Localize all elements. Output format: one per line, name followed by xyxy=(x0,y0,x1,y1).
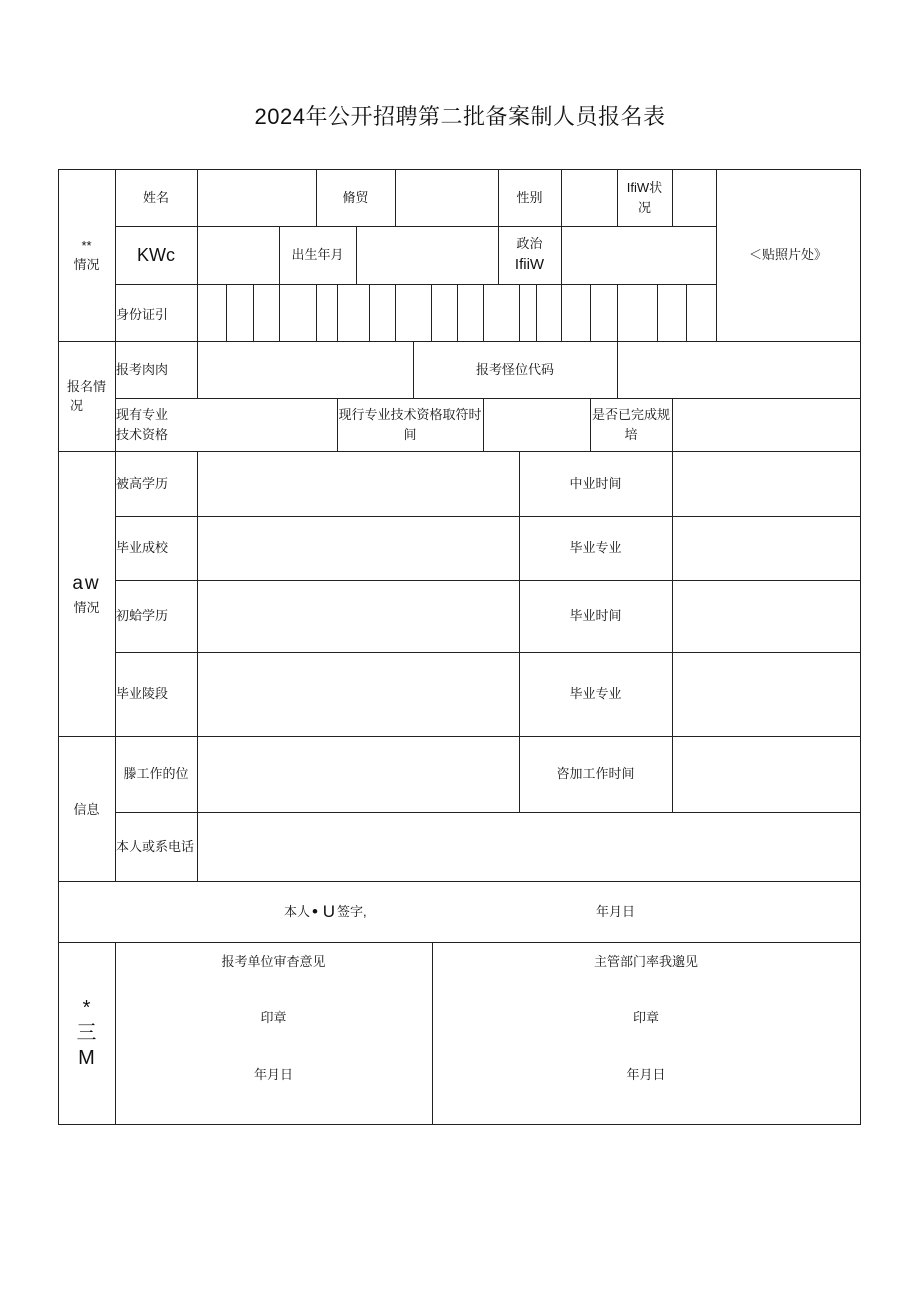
id-box xyxy=(197,284,198,341)
political-label-line1: 政治 xyxy=(516,236,543,251)
section-label-info: 信息 xyxy=(73,801,100,817)
title-time-label-line2: 间 xyxy=(403,426,417,442)
signature-prefix: 本人 xyxy=(284,903,311,919)
training-label-line2: 培 xyxy=(624,426,638,442)
rule xyxy=(58,1124,861,1125)
rule xyxy=(483,398,484,451)
signature-suffix: 签字, xyxy=(336,903,367,919)
section-label-application-line2: 况 xyxy=(70,398,84,413)
rule xyxy=(617,341,618,398)
first-major-label: 毕业专业 xyxy=(569,686,622,702)
page-title: 2024年公开招聘第二批备案制人员报名表 xyxy=(254,104,666,129)
id-box xyxy=(657,284,658,341)
work-unit-label: 滕工作的位 xyxy=(123,766,189,782)
section-label-review-line1: * xyxy=(82,996,91,1019)
rule xyxy=(356,226,357,284)
section-label-application-line1: 报名情 xyxy=(66,378,106,394)
id-box xyxy=(253,284,254,341)
name-label: 姓名 xyxy=(142,189,169,205)
highest-edu-label: 被高学历 xyxy=(116,475,169,491)
rule xyxy=(58,881,861,882)
rule xyxy=(115,516,861,517)
id-box xyxy=(536,284,537,341)
rule xyxy=(197,169,198,226)
id-box xyxy=(395,284,396,341)
section-label-review xyxy=(58,942,115,1124)
signature-mid: • U xyxy=(312,901,335,921)
id-box xyxy=(226,284,227,341)
id-box xyxy=(590,284,591,341)
unit-date-label: 年月日 xyxy=(253,1067,293,1083)
section-label-review-line2: 三 xyxy=(76,1021,97,1044)
id-box xyxy=(316,284,317,341)
id-box xyxy=(457,284,458,341)
rule xyxy=(395,169,396,226)
rule xyxy=(115,226,716,227)
id-label: 身份证引 xyxy=(116,307,169,323)
section-label-basic-line2: 情况 xyxy=(73,257,100,272)
section-label-basic xyxy=(58,226,115,284)
title-label-line2: 技术资格 xyxy=(116,426,169,442)
marital-label xyxy=(617,169,672,226)
section-label-education xyxy=(58,451,115,736)
id-box xyxy=(483,284,484,341)
title-label xyxy=(116,398,236,451)
gender-label: 性别 xyxy=(516,189,543,205)
position-code-label: 报考怪位代码 xyxy=(475,361,554,377)
section-label-basic-line1: ** xyxy=(81,237,92,253)
id-box xyxy=(686,284,687,341)
section-label-review-line3: M xyxy=(78,1046,95,1069)
section-label-education-line1: aw xyxy=(72,572,101,594)
title-time-label xyxy=(337,398,483,451)
unit-seal-label: 印章 xyxy=(260,1010,287,1026)
ethnic-label: 脩贸 xyxy=(342,189,369,205)
id-box xyxy=(561,284,562,341)
rule xyxy=(115,652,861,653)
political-label xyxy=(498,226,561,284)
rule xyxy=(672,169,673,226)
rule xyxy=(197,226,198,284)
section-label-application xyxy=(58,341,115,451)
unit-label: 报考肉肉 xyxy=(116,361,169,377)
rule xyxy=(58,942,861,943)
native-label: KWc xyxy=(137,244,175,265)
unit-opinion-label: 报考单位审杳意见 xyxy=(221,954,326,970)
rule xyxy=(561,226,562,284)
id-box xyxy=(617,284,618,341)
highest-school-label: 毕业成校 xyxy=(116,540,169,556)
rule xyxy=(672,451,673,812)
rule xyxy=(197,451,198,881)
training-label-line1: 是否已完成规 xyxy=(591,407,670,422)
rule xyxy=(115,580,861,581)
first-edu-label: 初蛤学历 xyxy=(116,608,169,624)
political-label-line2: IfiiW xyxy=(514,255,545,273)
title-time-label-line1: 现行专业技术资格取符时 xyxy=(338,407,482,422)
marital-label-line2: 况 xyxy=(637,199,651,215)
signature-line xyxy=(284,881,444,942)
highest-grad-time-label: 中业时间 xyxy=(569,475,622,491)
rule xyxy=(860,169,861,1125)
marital-label-line1: IfiW状 xyxy=(626,180,663,195)
first-school-label: 毕业陵段 xyxy=(116,686,169,702)
rule xyxy=(197,341,198,398)
phone-label: 本人或系电话 xyxy=(116,838,195,854)
highest-major-label: 毕业专业 xyxy=(569,540,622,556)
id-box xyxy=(369,284,370,341)
first-grad-time-label: 毕业时间 xyxy=(569,608,622,624)
work-start-label: 咨加工作时间 xyxy=(556,766,635,782)
rule xyxy=(561,169,562,226)
id-box xyxy=(431,284,432,341)
id-box xyxy=(519,284,520,341)
title-label-line1: 现有专业 xyxy=(116,407,169,422)
rule xyxy=(115,812,861,813)
training-label xyxy=(590,398,672,451)
id-box xyxy=(279,284,280,341)
dept-seal-label: 印章 xyxy=(632,1010,659,1026)
section-label-education-line2: 情况 xyxy=(73,600,100,615)
id-box xyxy=(337,284,338,341)
rule xyxy=(115,284,716,285)
birth-label: 出生年月 xyxy=(291,247,344,263)
photo-placeholder: ＜贴照片处》 xyxy=(748,247,827,263)
dept-opinion-label: 主管部门率我邈见 xyxy=(593,954,698,970)
dept-date-label: 年月日 xyxy=(626,1067,666,1083)
rule xyxy=(672,398,673,451)
signature-date: 年月日 xyxy=(596,903,636,919)
